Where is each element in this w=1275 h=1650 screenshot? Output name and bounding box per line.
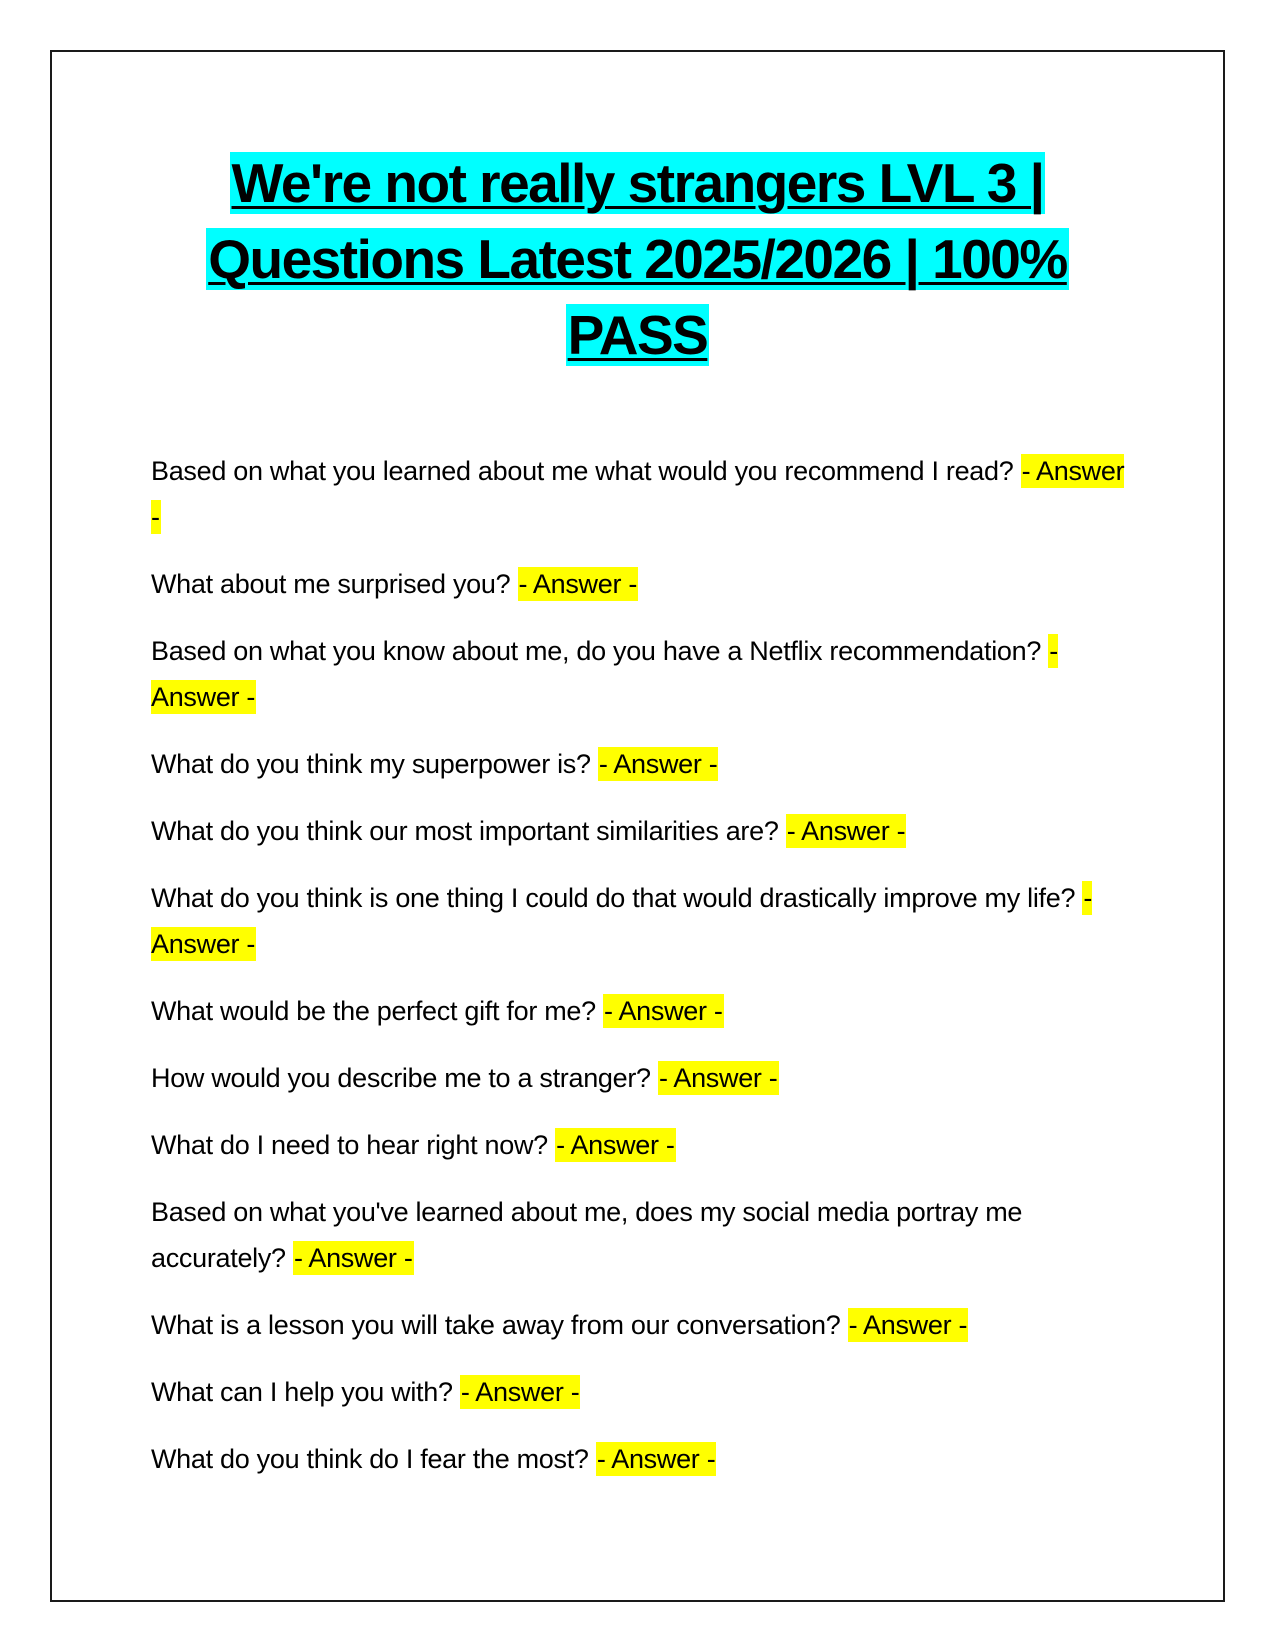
- answer-label: - Answer -: [596, 1444, 716, 1474]
- question-text: Based on what you've learned about me, does my social media portray me accurately?: [151, 1197, 1023, 1273]
- question-item: [151, 448, 1136, 540]
- document-title: [110, 145, 1165, 373]
- answer-label: - Answer -: [598, 749, 718, 779]
- answer-label: - Answer -: [786, 816, 906, 846]
- answer-label: - Answer -: [293, 1243, 413, 1273]
- question-text: How would you describe me to a stranger?: [151, 1063, 651, 1093]
- question-item: [151, 1122, 1136, 1168]
- question-item: [151, 628, 1136, 720]
- title-line-2: Questions Latest 2025/2026 | 100%: [208, 228, 1067, 290]
- answer-label: - Answer -: [151, 636, 1058, 712]
- question-text: What is a lesson you will take away from our conversation?: [151, 1310, 841, 1340]
- question-text: What do you think my superpower is?: [151, 749, 591, 779]
- question-text: What about me surprised you?: [151, 569, 511, 599]
- question-text: What do you think is one thing I could do that would drastically improve my life?: [151, 883, 1076, 913]
- question-item: [151, 808, 1136, 854]
- title-line-3: PASS: [567, 304, 708, 366]
- answer-label: - Answer -: [658, 1063, 778, 1093]
- answer-label: - Answer -: [151, 883, 1093, 959]
- question-item: [151, 1302, 1136, 1348]
- question-text: What would be the perfect gift for me?: [151, 996, 596, 1026]
- answer-label: - Answer -: [848, 1310, 968, 1340]
- question-item: [151, 1055, 1136, 1101]
- question-item: [151, 988, 1136, 1034]
- question-list: [151, 448, 1136, 1503]
- question-text: What can I help you with?: [151, 1377, 453, 1407]
- question-item: [151, 561, 1136, 607]
- question-text: Based on what you learned about me what would you recommend I read?: [151, 456, 1014, 486]
- answer-label: - Answer -: [556, 1130, 675, 1160]
- question-text: What do you think our most important similarities are?: [151, 816, 779, 846]
- question-text: Based on what you know about me, do you have a Netflix recommendation?: [151, 636, 1042, 666]
- answer-label: - Answer -: [604, 996, 723, 1026]
- question-item: [151, 875, 1136, 967]
- title-line-1: We're not really strangers LVL 3 |: [231, 152, 1044, 214]
- question-text: What do you think do I fear the most?: [151, 1444, 589, 1474]
- answer-label: - Answer -: [518, 569, 638, 599]
- answer-label: - Answer -: [460, 1377, 580, 1407]
- question-item: [151, 1369, 1136, 1415]
- question-item: [151, 1436, 1136, 1482]
- question-text: What do I need to hear right now?: [151, 1130, 548, 1160]
- answer-label: - Answer -: [151, 456, 1125, 532]
- question-item: [151, 741, 1136, 787]
- question-item: [151, 1189, 1136, 1281]
